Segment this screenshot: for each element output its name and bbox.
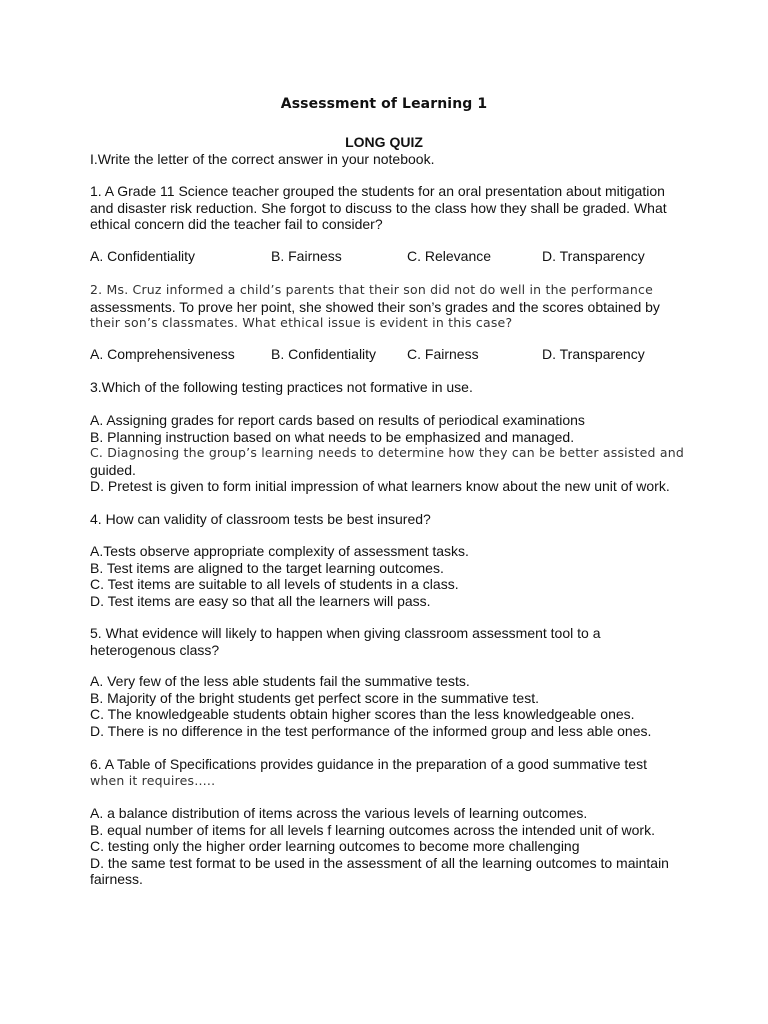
instruction-text: I.Write the letter of the correct answer in your notebook.	[90, 151, 435, 167]
question-line: 5. What evidence will likely to happen when giving classroom assessment tool to a	[90, 625, 601, 641]
question-1-choices	[90, 248, 690, 266]
choice-line: A. Assigning grades for report cards based on results of periodical examinations	[90, 412, 585, 428]
choice-line: A. Very few of the less able students fail the summative tests.	[90, 673, 470, 689]
question-line-part: assessments. To prove her point, she showed their son’s grades and the scores obtained by	[90, 298, 660, 315]
question-2-choices	[90, 346, 690, 364]
question-4	[90, 511, 690, 528]
question-line: and disaster risk reduction. She forgot to discuss to the class how they shall be graded. What	[90, 199, 667, 216]
choice-b: B. Fairness	[271, 248, 342, 264]
instruction	[90, 151, 690, 168]
question-1	[90, 183, 690, 233]
choice-line: C. testing only the higher order learning outcomes to become more challenging	[90, 838, 580, 854]
question-line: 1. A Grade 11 Science teacher grouped the students for an oral presentation about mitigation	[90, 183, 665, 199]
quiz-heading: LONG QUIZ	[345, 134, 423, 150]
question-line: when it requires…..	[90, 772, 216, 788]
choice-a: A. Comprehensiveness	[90, 346, 235, 362]
choice-d: D. Transparency	[542, 346, 645, 362]
choice-c: C. Fairness	[407, 346, 479, 362]
question-line: their son’s classmates. What ethical issue is evident in this case?	[90, 315, 513, 330]
choice-line: D. Test items are easy so that all the learners will pass.	[90, 592, 431, 609]
question-5-choices	[90, 673, 690, 739]
question-5	[90, 625, 690, 658]
question-line: 3.Which of the following testing practices not formative in use.	[90, 379, 473, 395]
choice-line: fairness.	[90, 871, 143, 887]
question-4-choices	[90, 543, 690, 609]
choice-c: C. Relevance	[407, 248, 492, 264]
choice-line: D. There is no difference in the test performance of the informed group and less able ones.	[90, 722, 652, 739]
choice-line: C. Test items are suitable to all levels of students in a class.	[90, 576, 459, 592]
choice-line: D. Pretest is given to form initial impression of what learners know about the new unit of work.	[90, 478, 670, 494]
choice-line: guided.	[90, 461, 136, 478]
document-title: Assessment of Learning 1	[280, 96, 488, 112]
choice-line: C. Diagnosing the group’s learning needs to determine how they can be better assisted and	[90, 445, 684, 460]
question-3	[90, 379, 690, 396]
question-line: 6. A Table of Specifications provides guidance in the preparation of a good summative test	[90, 756, 647, 772]
question-line: 2. Ms. Cruz informed a child’s parents that their son did not do well in the performance	[90, 282, 654, 297]
choice-line: D. the same test format to be used in the assessment of all the learning outcomes to maintain	[90, 854, 669, 871]
choice-line: A. a balance distribution of items across the various levels of learning outcomes.	[90, 805, 588, 821]
choice-line: B. Planning instruction based on what needs to be emphasized and managed.	[90, 428, 575, 445]
choice-line: B. Test items are aligned to the target learning outcomes.	[90, 559, 444, 576]
choice-line: B. Majority of the bright students get perfect score in the summative test.	[90, 689, 539, 706]
question-6-choices	[90, 805, 690, 888]
choice-b: B. Confidentiality	[271, 346, 377, 362]
question-6	[90, 756, 690, 789]
question-3-choices	[90, 412, 690, 495]
question-2	[90, 282, 690, 332]
choice-a: A. Confidentiality	[90, 248, 196, 264]
choice-line: B. equal number of items for all levels f learning outcomes across the intended unit of work.	[90, 821, 655, 838]
question-line: heterogenous class?	[90, 641, 220, 658]
choice-line: A.Tests observe appropriate complexity of assessment tasks.	[90, 543, 469, 559]
question-line: ethical concern did the teacher fail to consider?	[90, 216, 383, 232]
choice-d: D. Transparency	[542, 248, 645, 264]
question-line	[90, 299, 690, 316]
question-line: 4. How can validity of classroom tests be best insured?	[90, 511, 431, 527]
choice-line: C. The knowledgeable students obtain higher scores than the less knowledgeable ones.	[90, 706, 635, 722]
